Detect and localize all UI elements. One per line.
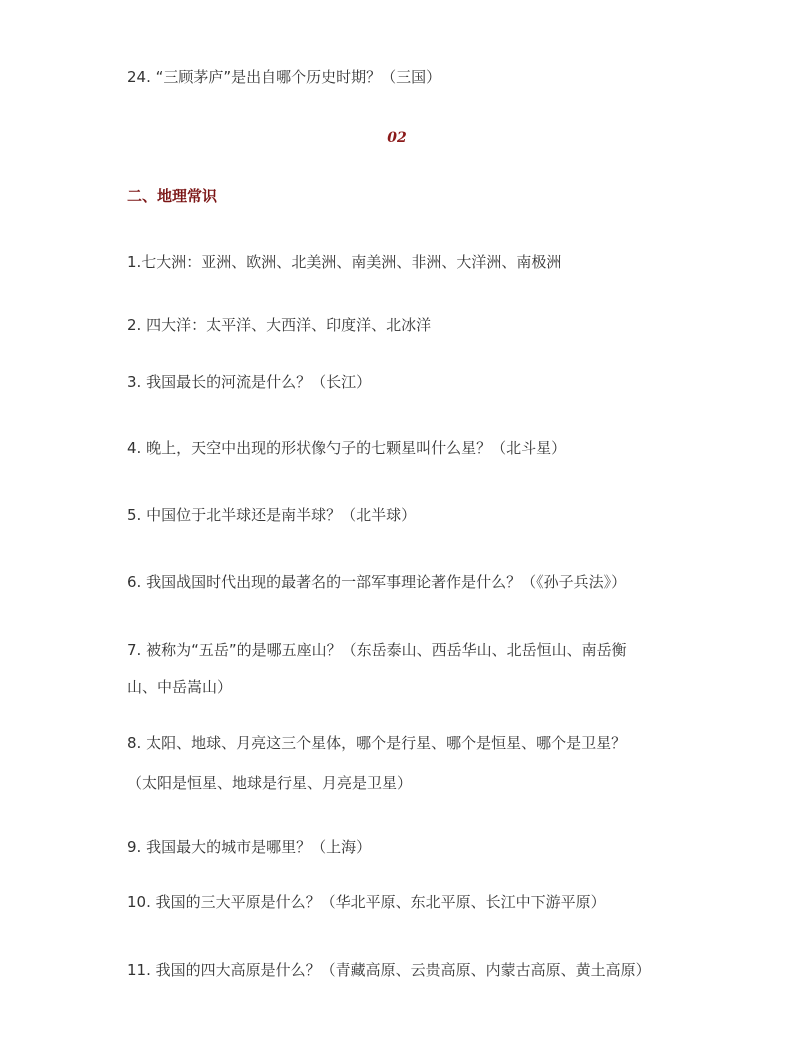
item-3: 3. 我国最长的河流是什么？（长江） — [127, 373, 372, 391]
item-7-line-1: 7. 被称为“五岳”的是哪五座山？（东岳泰山、西岳华山、北岳恒山、南岳衡 — [127, 641, 627, 659]
question-24: 24. “三顾茅庐”是出自哪个历史时期？（三国） — [127, 68, 442, 86]
item-8-line-1: 8. 太阳、地球、月亮这三个星体，哪个是行星、哪个是恒星、哪个是卫星？ — [127, 734, 627, 752]
item-6: 6. 我国战国时代出现的最著名的一部军事理论著作是什么？（《孙子兵法》） — [127, 573, 627, 591]
item-9: 9. 我国最大的城市是哪里？（上海） — [127, 838, 372, 856]
item-11: 11. 我国的四大高原是什么？（青藏高原、云贵高原、内蒙古高原、黄土高原） — [127, 961, 651, 979]
item-7-line-2: 山、中岳嵩山） — [127, 678, 233, 696]
item-2: 2. 四大洋：太平洋、大西洋、印度洋、北冰洋 — [127, 316, 432, 334]
item-4: 4. 晚上，天空中出现的形状像勺子的七颗星叫什么星？（北斗星） — [127, 439, 567, 457]
section-number: 02 — [387, 130, 407, 146]
item-5: 5. 中国位于北半球还是南半球？（北半球） — [127, 506, 417, 524]
section-heading: 二、地理常识 — [127, 187, 218, 205]
item-10: 10. 我国的三大平原是什么？（华北平原、东北平原、长江中下游平原） — [127, 893, 606, 911]
item-8-line-2: （太阳是恒星、地球是行星、月亮是卫星） — [127, 774, 413, 792]
item-1: 1.七大洲：亚洲、欧洲、北美洲、南美洲、非洲、大洋洲、南极洲 — [127, 253, 562, 271]
